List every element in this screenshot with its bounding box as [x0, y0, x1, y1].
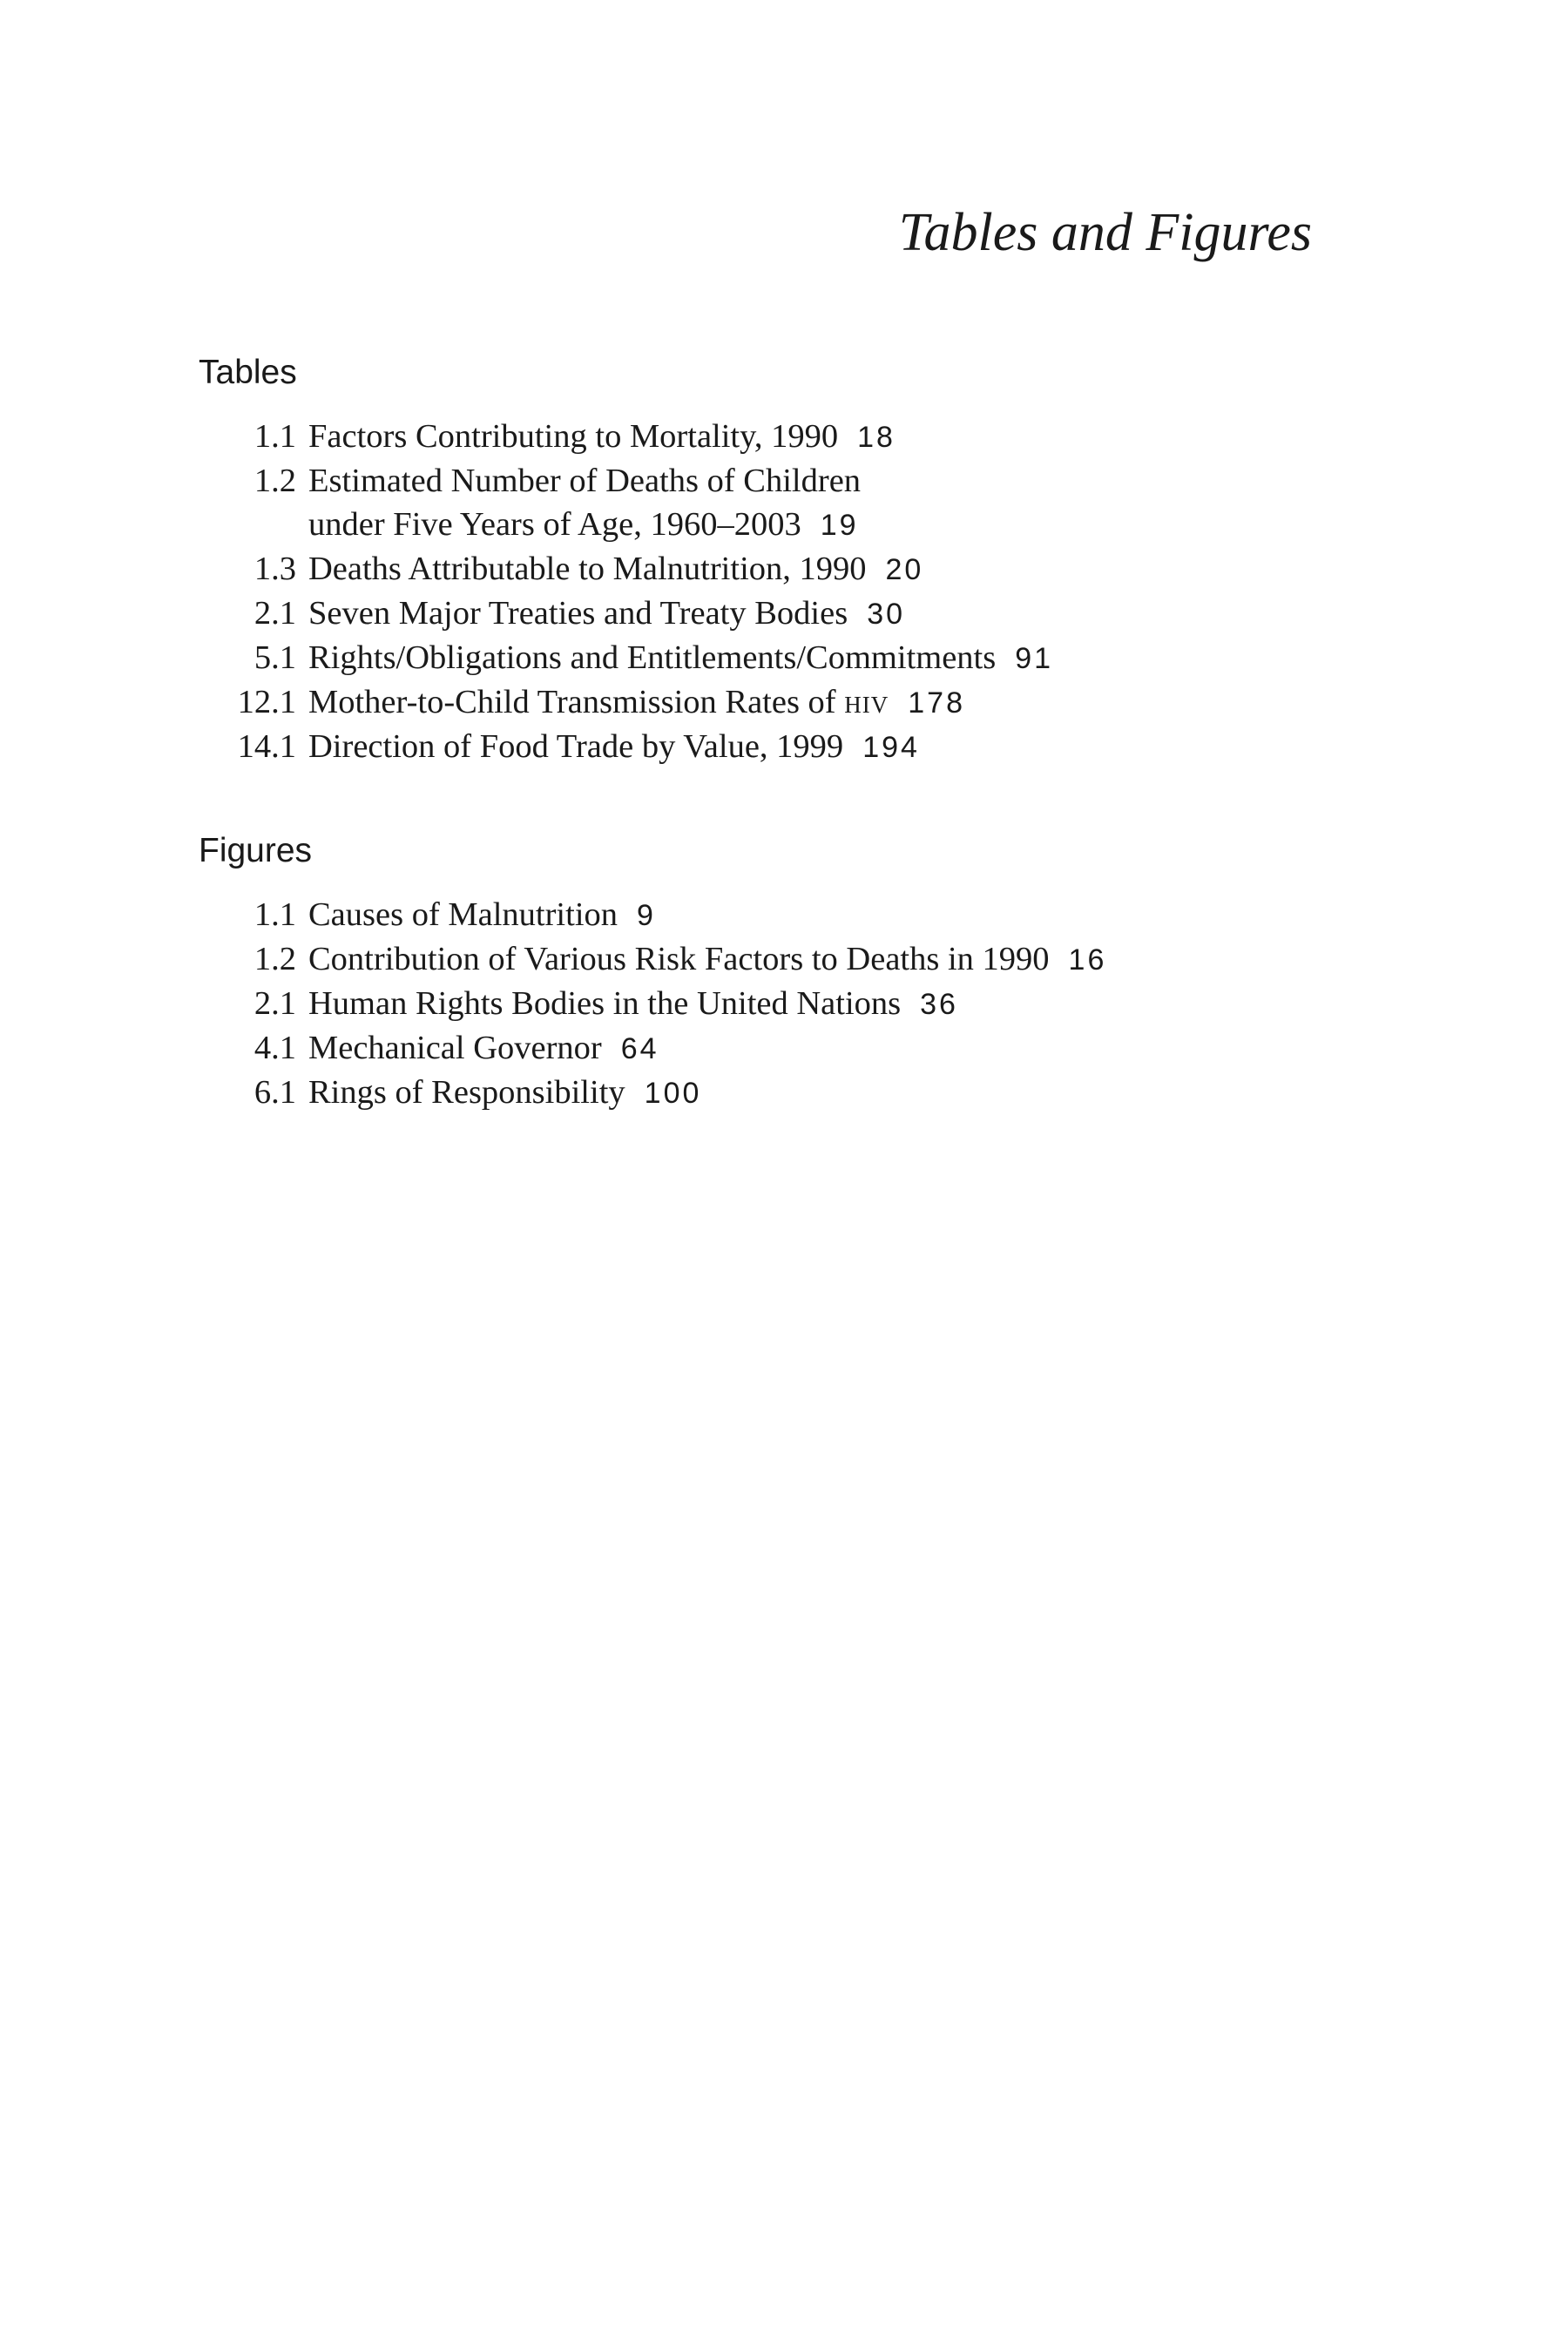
entry-number: 14.1: [237, 728, 296, 765]
tables-section: [199, 355, 1331, 769]
entry-number: 1.1: [253, 896, 296, 933]
entry-title: Rights/Obligations and Entitlements/Commitments: [308, 639, 997, 676]
table-entry-1-2[interactable]: [199, 459, 1331, 547]
entry-page-number: 36: [920, 988, 958, 1021]
entry-page-number: 91: [1015, 642, 1054, 675]
figures-list: [199, 893, 1331, 1115]
figure-entry-4-1[interactable]: [199, 1026, 1331, 1071]
entry-title: Mechanical Governor: [308, 1030, 602, 1066]
table-entry-12-1[interactable]: [199, 680, 1331, 725]
entry-page-number: 178: [908, 686, 965, 720]
entry-number: 12.1: [237, 684, 296, 720]
entry-page-number: 9: [637, 899, 656, 932]
table-entry-5-1[interactable]: [199, 636, 1331, 680]
entry-title: Mother-to-Child Transmission Rates of: [308, 684, 836, 720]
tables-list: [199, 415, 1331, 769]
entry-number: 6.1: [253, 1074, 296, 1111]
entry-page-number: 18: [857, 421, 896, 454]
page-title: Tables and Figures: [898, 203, 1312, 262]
entry-title: Human Rights Bodies in the United Nations: [308, 985, 902, 1022]
figure-entry-1-2[interactable]: [199, 937, 1331, 982]
figures-section: [199, 834, 1331, 1115]
entry-title: Causes of Malnutrition: [308, 896, 618, 933]
table-entry-1-1[interactable]: [199, 415, 1331, 459]
entry-page-number: 100: [644, 1077, 702, 1110]
entry-number: 2.1: [253, 595, 296, 632]
figure-entry-1-1[interactable]: [199, 893, 1331, 937]
table-entry-2-1[interactable]: [199, 591, 1331, 636]
entry-title: Rings of Responsibility: [308, 1074, 625, 1111]
entry-page-number: 64: [620, 1032, 659, 1065]
entry-title: Contribution of Various Risk Factors to Deaths in 1990: [308, 941, 1050, 977]
table-entry-14-1[interactable]: [199, 725, 1331, 769]
entry-title: Factors Contributing to Mortality, 1990: [308, 418, 839, 455]
tables-heading: Tables: [199, 354, 297, 391]
entry-number: 1.2: [253, 463, 296, 499]
table-entry-1-3[interactable]: [199, 547, 1331, 591]
entry-page-number: 19: [820, 509, 859, 542]
entry-title-abbreviation: hiv: [844, 684, 889, 720]
entry-page-number: 20: [885, 553, 924, 586]
entry-page-number: 16: [1068, 943, 1107, 977]
entry-title: Direction of Food Trade by Value, 1999: [308, 728, 844, 765]
entry-title-continued: under Five Years of Age, 1960–2003: [308, 506, 801, 543]
entry-page-number: 194: [862, 731, 920, 764]
entry-title: Estimated Number of Deaths of Children: [308, 463, 862, 499]
entry-page-number: 30: [867, 598, 906, 631]
entry-title: Seven Major Treaties and Treaty Bodies: [308, 595, 848, 632]
entry-number: 1.1: [253, 418, 296, 455]
figures-heading: Figures: [199, 832, 313, 869]
figure-entry-2-1[interactable]: [199, 982, 1331, 1026]
entry-number: 1.2: [253, 941, 296, 977]
entry-number: 4.1: [253, 1030, 296, 1066]
entry-number: 2.1: [253, 985, 296, 1022]
entry-title: Deaths Attributable to Malnutrition, 1990: [308, 551, 867, 587]
entry-number: 1.3: [253, 551, 296, 587]
figure-entry-6-1[interactable]: [199, 1071, 1331, 1115]
entry-number: 5.1: [253, 639, 296, 676]
